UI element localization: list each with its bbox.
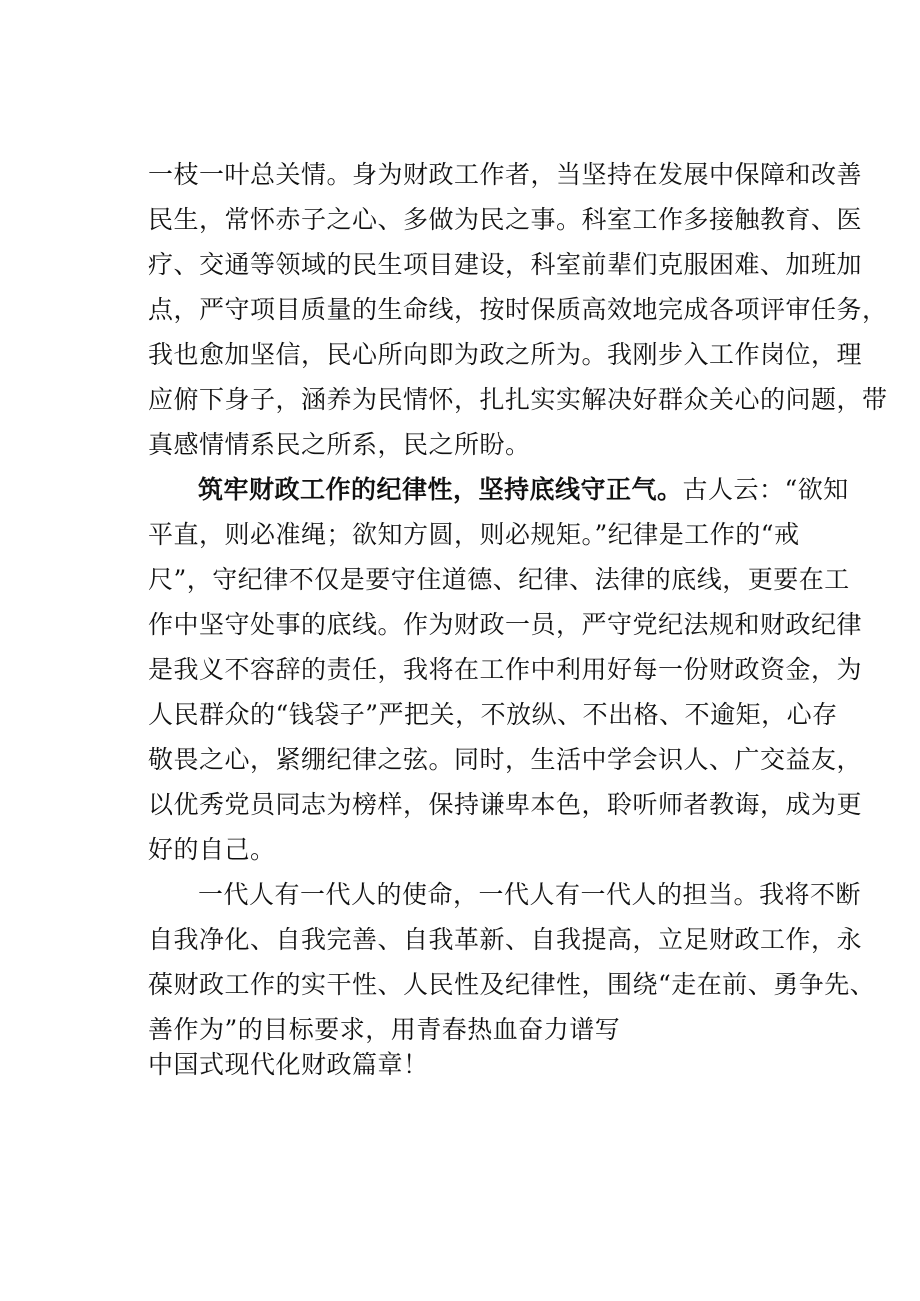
- paragraph-line: 真感情情系民之所系，民之所盼。: [148, 430, 531, 459]
- paragraph-line: 以优秀党员同志为榜样，保持谦卑本色，聆听师者教诲，成为更: [148, 790, 863, 819]
- paragraph-line: 一枝一叶总关情。身为财政工作者，当坚持在发展中保障和改善: [148, 160, 863, 189]
- paragraph-line: 是我义不容辞的责任，我将在工作中利用好每一份财政资金，为: [148, 655, 863, 684]
- paragraph-line: 疗、交通等领域的民生项目建设，科室前辈们克服困难、加班加: [148, 250, 863, 279]
- paragraph-first-line: [198, 475, 849, 505]
- paragraph-line: 作中坚守处事的底线。作为财政一员，严守党纪法规和财政纪律: [148, 610, 863, 639]
- paragraph-text: 古人云：“欲知: [682, 475, 849, 504]
- paragraph-line: 应俯下身子，涵养为民情怀，扎扎实实解决好群众关心的问题，带: [148, 385, 888, 414]
- paragraph-line: 中国式现代化财政篇章！: [148, 1050, 429, 1079]
- paragraph-line: 人民群众的“钱袋子”严把关，不放纵、不出格、不逾矩，心存: [148, 700, 838, 729]
- paragraph-line: 点，严守项目质量的生命线，按时保质高效地完成各项评审任务，: [148, 295, 888, 324]
- paragraph-line: 民生，常怀赤子之心、多做为民之事。科室工作多接触教育、医: [148, 205, 863, 234]
- paragraph-line: 好的自己。: [148, 835, 276, 864]
- paragraph-line: 善作为”的目标要求，用青春热血奋力谱写: [148, 1015, 621, 1044]
- section-heading: 筑牢财政工作的纪律性，坚持底线守正气。: [198, 475, 683, 504]
- paragraph-line: 敬畏之心，紧绷纪律之弦。同时，生活中学会识人、广交益友，: [148, 745, 863, 774]
- paragraph-line: 自我净化、自我完善、自我革新、自我提高，立足财政工作，永: [148, 925, 863, 954]
- paragraph-line: 葆财政工作的实干性、人民性及纪律性，围绕“走在前、勇争先、: [148, 970, 876, 999]
- paragraph-line: 我也愈加坚信，民心所向即为政之所为。我刚步入工作岗位，理: [148, 340, 863, 369]
- paragraph-line: 尺”，守纪律不仅是要守住道德、纪律、法律的底线，更要在工: [148, 565, 850, 594]
- paragraph-first-line: 一代人有一代人的使命，一代人有一代人的担当。我将不断: [198, 880, 862, 909]
- paragraph-line: 平直，则必准绳；欲知方圆，则必规矩。”纪律是工作的“戒: [148, 520, 800, 549]
